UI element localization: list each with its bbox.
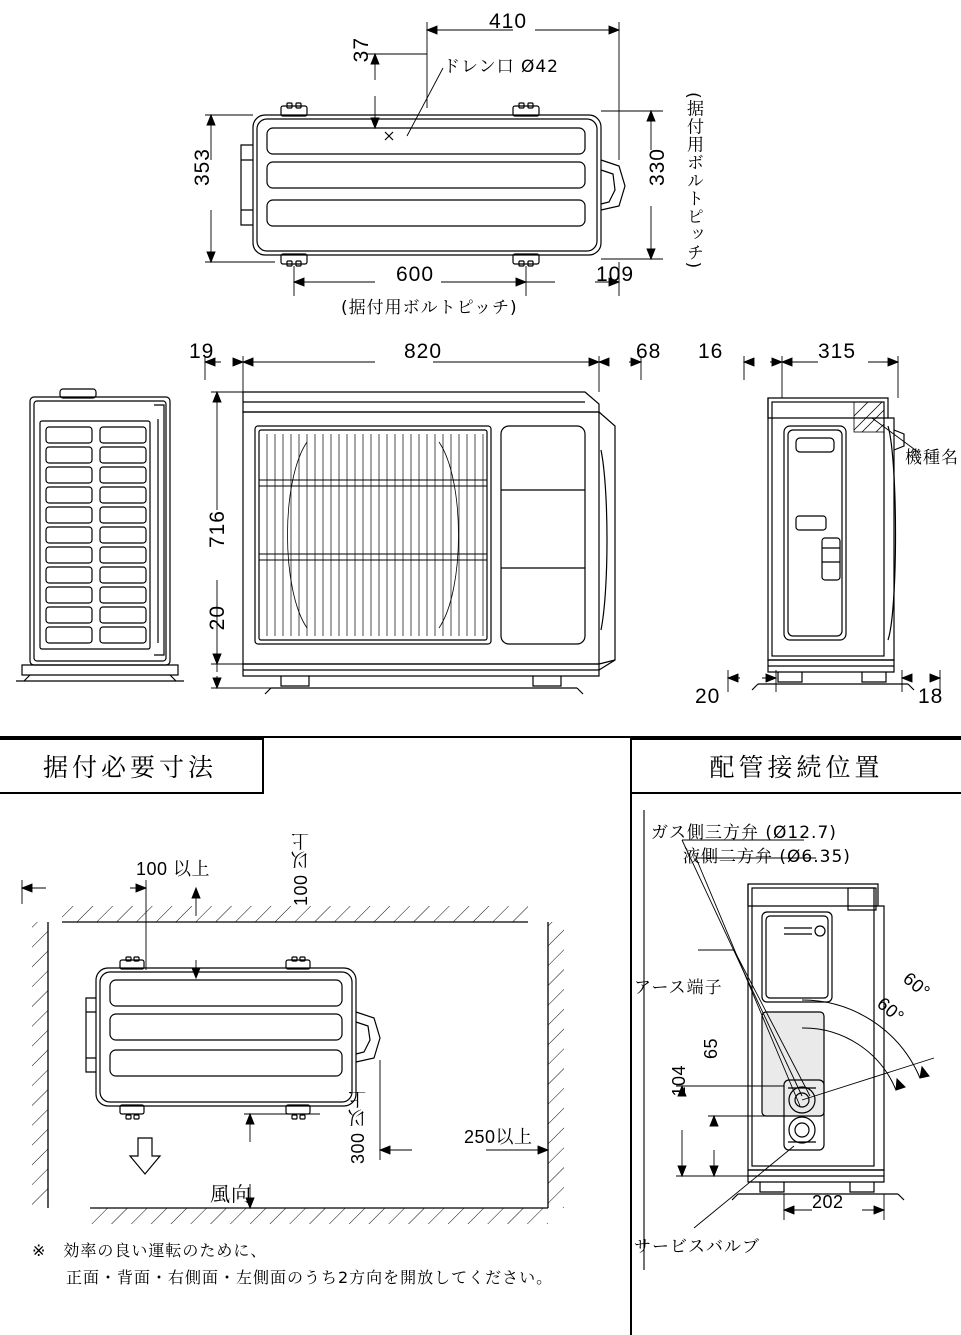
label-liquid-valve: 液側二方弁 (Ø6.35) — [683, 847, 851, 867]
dim-side-front-offset: 16 — [698, 340, 724, 363]
dim-right-offset: 109 — [596, 263, 635, 286]
dim-bolt-pitch-width: 600 — [396, 263, 435, 286]
note-bolt-pitch-depth: (据付用ボルトピッチ) — [683, 92, 703, 270]
dim-front-base-height: 20 — [206, 605, 229, 631]
dim-bolt-pitch-depth: 330 — [646, 148, 669, 187]
panel-title-install-space — [0, 738, 264, 794]
label-gas-valve: ガス側三方弁 (Ø12.7) — [651, 823, 837, 843]
dim-65: 65 — [701, 1038, 721, 1060]
dim-side-depth: 315 — [818, 340, 857, 363]
label-airflow: 風向 — [210, 1182, 252, 1206]
dim-top-depth: 353 — [191, 148, 214, 187]
label-service-valve: サービスバルブ — [634, 1237, 760, 1257]
dim-104: 104 — [669, 1065, 689, 1097]
dim-right-clearance: 250以上 — [464, 1127, 533, 1147]
section-divider-vertical — [630, 736, 632, 1335]
panel-title-install-space-label: 据付必要寸法 — [42, 753, 217, 782]
dim-angle-inner: 60° — [873, 993, 909, 1028]
dim-top-width: 410 — [489, 10, 528, 33]
dim-front-left-margin: 19 — [189, 340, 215, 363]
dim-side-foot-right: 18 — [918, 685, 944, 708]
dim-side-foot-left: 20 — [695, 685, 721, 708]
dim-top-offset-left: 37 — [350, 37, 373, 63]
right-side-view-drawing — [672, 330, 961, 710]
label-drain-port: ドレン口 Ø42 — [443, 57, 559, 77]
note-bolt-pitch-width: (据付用ボルトピッチ) — [341, 298, 518, 318]
dim-front-width: 820 — [404, 340, 443, 363]
panel-title-piping-label: 配管接続位置 — [709, 753, 884, 782]
install-space-drawing — [0, 860, 620, 1260]
front-view-drawing — [185, 330, 655, 710]
label-model-name: 機種名 — [905, 448, 959, 468]
panel-title-piping — [630, 738, 961, 794]
dim-top-clearance: 100 以上 — [291, 832, 311, 907]
dim-left-clearance: 100 以上 — [136, 859, 211, 879]
label-earth-terminal: アース端子 — [634, 978, 723, 998]
dim-front-right-margin: 68 — [636, 340, 662, 363]
dim-angle-outer: 60° — [899, 968, 935, 1003]
piping-drawing — [634, 800, 961, 1280]
dim-front-clearance: 300 以上 — [348, 1090, 368, 1165]
note-line-1: ※ 効率の良い運転のために、 — [32, 1241, 268, 1260]
left-side-view-drawing — [8, 385, 188, 705]
dim-202: 202 — [812, 1192, 844, 1212]
dim-front-height: 716 — [206, 510, 229, 549]
note-line-2: 正面・背面・右側面・左側面のうち2方向を開放してください。 — [66, 1268, 554, 1287]
